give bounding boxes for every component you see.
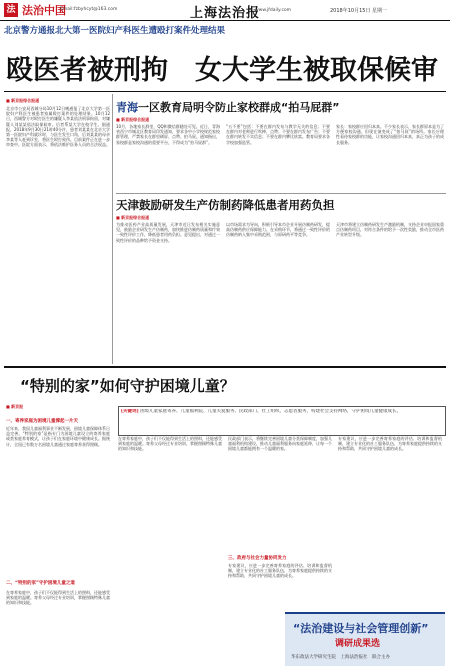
intro-text: 困境儿童家庭寄养、儿童福利院、儿童关爱服务、民政部门、社工组织、志愿者服务，构建社会支持网络，守护困境儿童健康成长。: [140, 409, 402, 414]
feature-body-col1: 近年来，我国儿童福利事业不断发展，困境儿童保障体系日益完善。“特别的家”是指专门为困境儿童设立的寄养家庭或类家庭养育模式，让孩子们在家庭环境中健康成长。据统计，全国已有数万名困境儿童通过家庭寄养获得照顾。: [6, 426, 110, 447]
story2-headline: 青海一区教育局明令防止家校群成“拍马屁群”: [116, 101, 340, 114]
section-divider: [4, 366, 446, 368]
section-title: 法治中国: [22, 4, 66, 17]
feature-body-col1b: 在寄养家庭中，孩子们不仅能得到生活上的照料，还能感受到家庭的温暖。寄养父母经过专业培训，掌握照顾特殊儿童的知识和技能。: [6, 590, 110, 606]
story3-headline: 天津鼓励研发生产仿制药降低患者用药负担: [116, 198, 335, 212]
story3-body-right: 天津市将建立仿制药研发生产激励机制，支持企业申报国家重点仿制药项目，对符合条件的给予一次性奖励，推动全市医药产业转型升级。: [336, 222, 444, 238]
story2-body-left: 10月，各地家长群里，QQ和微信群随处可见。近日，青海省西宁市城北区教育局印发通知，要求各中小学校规范家校群管理，严禁家长在群里刷屏、点赞、拍马屁。通知指出，家校群是家校沟通的重要平台，不得成为“拍马屁群”。: [116, 124, 220, 145]
promo-subtitle: 调研成果选: [335, 639, 381, 649]
header-email: Email:fzbyhcyt@163.com: [60, 7, 118, 12]
story3-tag: ■ 新京报综合报道: [116, 215, 149, 221]
feature-body-col4: 专家建议，应进一步完善寄养家庭的评估、培训和监督机制，建立专业化的社工服务队伍，为寄养家庭提供持续的支持和帮助，共同守护困境儿童的成长。: [338, 436, 442, 452]
intro-label: [关键词]: [121, 409, 139, 414]
story3-body-left: 为推动医药产业高质量发展，天津市近日发布相关实施意见，鼓励企业研发生产仿制药，加快推进仿制药质量和疗效一致性评价工作，降低患者用药负担。意见提出，对通过一致性评价的品种给予资金支持。: [116, 222, 220, 243]
story2-tag: ■ 新京报综合报道: [116, 117, 149, 123]
story2-body-mid: “五不要”包括：不要在群内发布与教学无关的信息；不要在群内对老师进行吹捧、点赞；不要在群内发布广告；不要在群内转发不实信息；不要在群内攀比炫富。教育局要求各学校加强监管。: [226, 124, 330, 145]
paper-name: 上海法治报: [190, 6, 261, 21]
top-story-kicker: 北京警方通报北大第一医院妇产科医生遭殴打案件处理结果: [4, 26, 226, 36]
feature-tag: ■ 新京报: [6, 404, 23, 410]
logo: 法: [4, 3, 18, 17]
header-date: 2018年10月15日 星期一: [330, 8, 388, 14]
story2-body-right: 家长：家校群应回归本真。不少家长表示，家长群原本是为了方便家校沟通，但现在演变成了“拍马屁”的场所。家长应理性看待家校群的功能，让家校沟通回归本真，真正为孩子的成长服务。: [336, 124, 444, 145]
header-website: www.jfdaily.com: [255, 8, 292, 13]
feature-intro-box: [118, 406, 446, 436]
top-story-tag: ■ 新京报综合报道: [6, 98, 39, 104]
feature-body-col3b: 专家建议，应进一步完善寄养家庭的评估、培训和监督机制，建立专业化的社工服务队伍，为寄养家庭提供持续的支持和帮助，共同守护困境儿童的成长。: [228, 563, 332, 579]
top-story-headline: 殴医者被刑拘 女大学生被取保候审: [6, 55, 438, 86]
column-divider: [112, 94, 113, 364]
feature-subhead-a: 一、寄养家庭为困境儿童撑起一片天: [6, 419, 78, 424]
divider: [4, 91, 446, 92]
promo-banner: [285, 612, 445, 666]
feature-body-col3: 民政部门表示，将继续完善困境儿童分类保障制度，加强儿童福利机构建设，推动儿童福利服务向家庭延伸，让每一个困境儿童都能拥有一个温暖的家。: [228, 436, 332, 452]
top-story-body: 北京市公安局西城分局10月12日晚通报了北京大学第一医院妇产科医生被患者家属殴打案件的处理结果。10月12日，西城警方对殴打医生的嫌疑人李某依法刑事拘留，对嫌疑人刘某某依法取保候审。后者系某大学在校学生。据通报，2018年9月30日21时40分许，患者刘某某在北京大学第一医院妇产科就诊时，与医生发生口角，后刘某某的母亲李某等人赶到诊室，将医生殴打致伤。目前案件正在进一步审查中。医院方面表示，将依法维护医务人员的合法权益。: [6, 106, 110, 148]
feature-subhead-c: 三、政府与社会力量协同发力: [228, 556, 287, 561]
story3-body-mid: 以市场需求为导向，积极引导本市企业开展仿制药研发，提高仿制药供应保障能力。在采购环节，将通过一致性评价的仿制药纳入集中采购范围，与原研药平等竞争。: [226, 222, 330, 238]
divider: [116, 193, 446, 194]
promo-title: “法治建设与社会管理创新”: [293, 622, 429, 635]
promo-organizers: 华东政法大学研究生院 上海法治报社 联合主办: [291, 655, 390, 660]
feature-subhead-b: 二、“特别的家”守护困境儿童之道: [6, 581, 75, 586]
feature-headline: “特别的家”如何守护困境儿童？: [20, 377, 235, 395]
feature-body-col2: 在寄养家庭中，孩子们不仅能得到生活上的照料，还能感受到家庭的温暖。寄养父母经过专业培训，掌握照顾特殊儿童的知识和技能。: [118, 436, 222, 452]
